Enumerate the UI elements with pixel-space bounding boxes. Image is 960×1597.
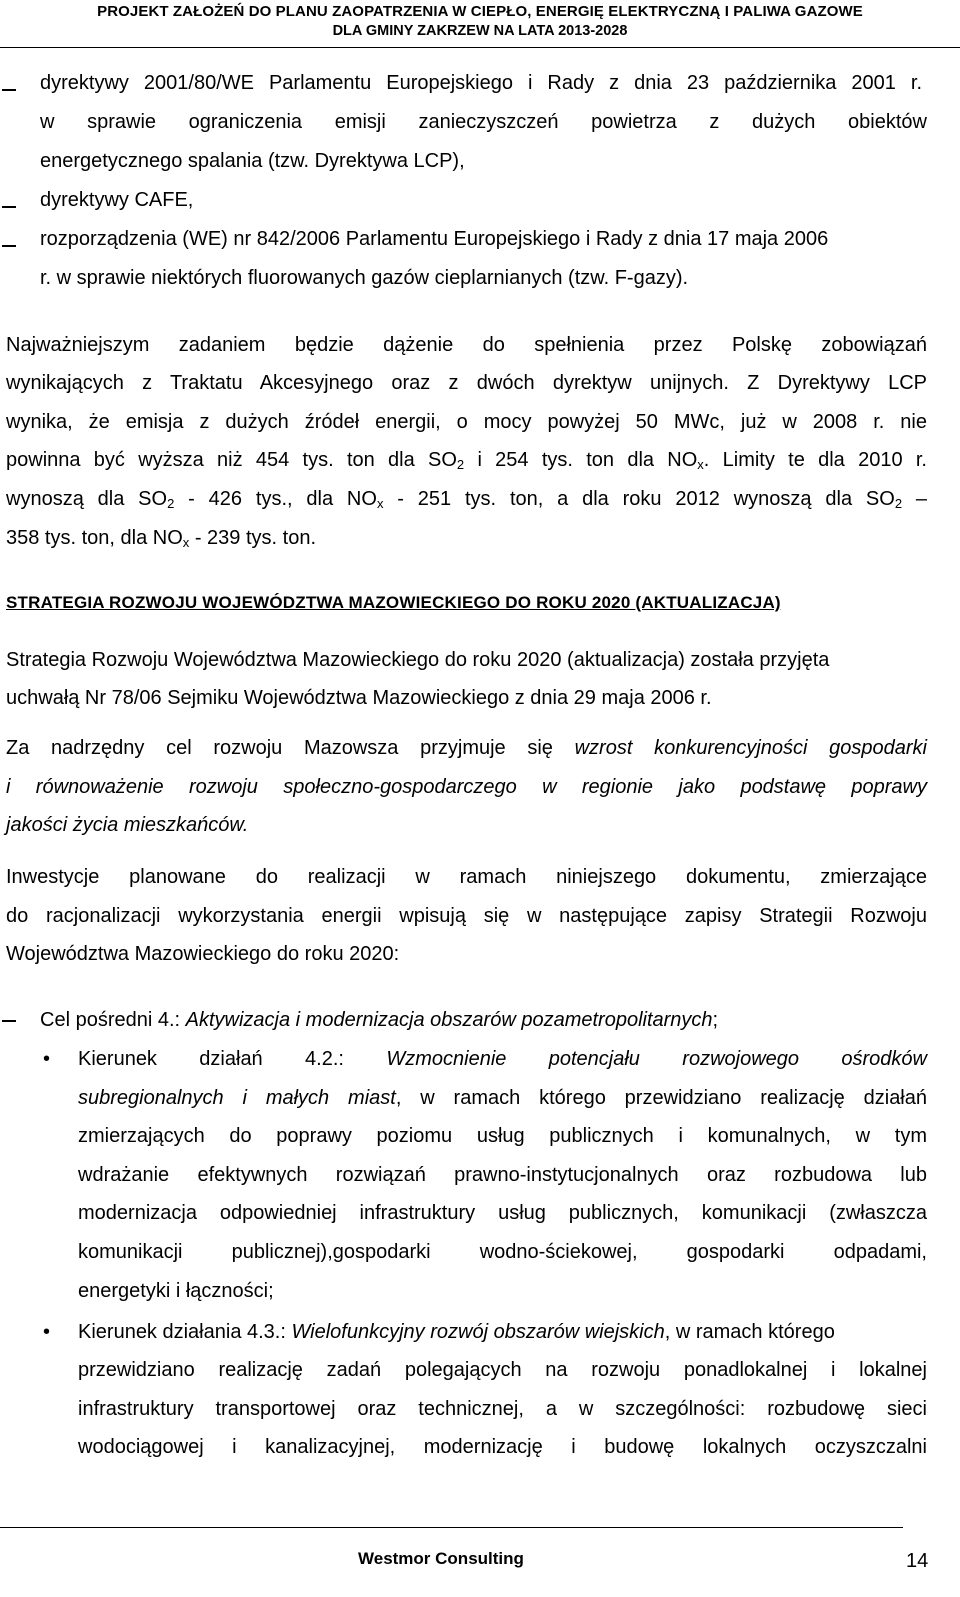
bullet-line: wdrażanie efektywnych rozwiązań prawno-instytucjonalnych oraz rozbudowa lub: [78, 1164, 927, 1186]
dash-bullet-icon: [2, 1020, 16, 1022]
paragraph-line: do racjonalizacji wykorzystania energii wpisują się w następujące zapisy Strategii Rozwoju: [6, 905, 927, 927]
paragraph-line: wynoszą dla $SO_2 - 426$ tys., dla $NO_x - 251$ tys. ton, a dla roku 2012 wynoszą dla $SO_2$ –: [6, 488, 928, 511]
page-header: [0, 0, 960, 48]
bullet-icon: •: [43, 1321, 51, 1343]
list-item-line: dyrektywy CAFE,: [40, 189, 194, 211]
dash-bullet-icon: [2, 89, 16, 91]
paragraph-line: Inwestycje planowane do realizacji w ramach niniejszego dokumentu, zmierzające: [6, 866, 927, 888]
paragraph-line: Strategia Rozwoju Województwa Mazowieckiego do roku 2020 (aktualizacja) została przyjęta: [6, 649, 830, 671]
bullet-line: wodociągowej i kanalizacyjnej, modernizację i budowę lokalnych oczyszczalni: [78, 1436, 927, 1458]
paragraph-line: 358 tys. ton, dla $NO_x - 239$ tys. ton.: [6, 527, 316, 550]
page-number: 14: [906, 1550, 929, 1572]
paragraph-line: Za nadrzędny cel rozwoju Mazowsza przyjmuje się wzrost konkurencyjności gospodarki: [6, 737, 928, 759]
bullet-line: komunikacji publicznej),gospodarki wodno-ściekowej, gospodarki odpadami,: [78, 1241, 927, 1263]
paragraph-line: powinna być wyższa niż 454 tys. ton dla $SO_2$ i 254 tys. ton dla $NO_x$. Limity te dla 2010 r.: [6, 449, 927, 472]
list-item-line: rozporządzenia (WE) nr 842/2006 Parlamentu Europejskiego i Rady z dnia 17 maja 2006: [40, 228, 829, 250]
bullet-line: modernizacja odpowiedniej infrastruktury usług publicznych, komunikacji (zwłaszcza: [78, 1202, 927, 1224]
bullet-line: subregionalnych i małych miast, w ramach którego przewidziano realizację działań: [78, 1087, 927, 1109]
paragraph-line: i równoważenie rozwoju społeczno-gospodarczego w regionie jako podstawę poprawy: [6, 776, 927, 798]
bullet-line: Kierunek działań 4.2.: Wzmocnienie potencjału rozwojowego ośrodków: [78, 1048, 927, 1070]
bullet-line: infrastruktury transportowej oraz technicznej, a w szczególności: rozbudowę sieci: [78, 1398, 927, 1420]
bullet-line: zmierzających do poprawy poziomu usług publicznych i komunalnych, w tym: [78, 1125, 927, 1147]
paragraph-line: Województwa Mazowieckiego do roku 2020:: [6, 943, 400, 965]
dash-bullet-icon: [2, 245, 16, 247]
list-item-line: dyrektywy 2001/80/WE Parlamentu Europejskiego i Rady z dnia 23 października 2001 r.: [40, 72, 922, 94]
list-item-line: w sprawie ograniczenia emisji zanieczyszczeń powietrza z dużych obiektów: [40, 111, 927, 133]
header-title-line2: DLA GMINY ZAKRZEW NA LATA 2013-2028: [332, 23, 628, 39]
header-title-line1: PROJEKT ZAŁOŻEŃ DO PLANU ZAOPATRZENIA W CIEPŁO, ENERGIĘ ELEKTRYCZNĄ I PALIWA GAZOWE: [97, 3, 863, 20]
bullet-line: energetyki i łączności;: [78, 1280, 274, 1302]
goal-line: Cel pośredni 4.: Aktywizacja i modernizacja obszarów pozametropolitarnych;: [40, 1009, 719, 1031]
paragraph-line: wynika, że emisja z dużych źródeł energii, o mocy powyżej 50 MWc, już w 2008 r. nie: [6, 411, 927, 433]
list-item-line: r. w sprawie niektórych fluorowanych gazów cieplarnianych (tzw. F-gazy).: [40, 267, 689, 289]
paragraph-line: wynikających z Traktatu Akcesyjnego oraz z dwóch dyrektyw unijnych. Z Dyrektywy LCP: [6, 372, 927, 394]
bullet-line: przewidziano realizację zadań polegających na rozwoju ponadlokalnej i lokalnej: [78, 1359, 927, 1381]
paragraph-line: uchwałą Nr 78/06 Sejmiku Województwa Mazowieckiego z dnia 29 maja 2006 r.: [6, 687, 712, 709]
bullet-line: Kierunek działania 4.3.: Wielofunkcyjny rozwój obszarów wiejskich, w ramach którego: [78, 1321, 835, 1343]
footer-company: Westmor Consulting: [358, 1549, 524, 1568]
bullet-icon: •: [43, 1048, 51, 1070]
footer-divider: [0, 1527, 903, 1528]
list-item-line: energetycznego spalania (tzw. Dyrektywa LCP),: [40, 150, 465, 172]
section-heading: STRATEGIA ROZWOJU WOJEWÓDZTWA MAZOWIECKIEGO DO ROKU 2020 (AKTUALIZACJA): [6, 593, 781, 612]
dash-bullet-icon: [2, 206, 16, 208]
paragraph-line: Najważniejszym zadaniem będzie dążenie do spełnienia przez Polskę zobowiązań: [6, 334, 927, 356]
paragraph-line: jakości życia mieszkańców.: [6, 814, 249, 836]
